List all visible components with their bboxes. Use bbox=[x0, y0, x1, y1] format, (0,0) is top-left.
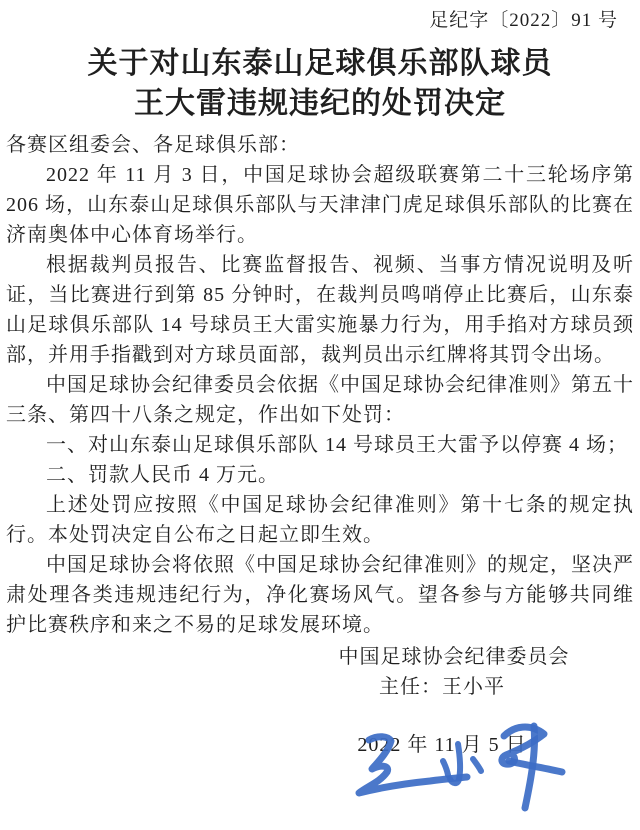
paragraph-closing-statement: 中国足球协会将依照《中国足球协会纪律准则》的规定，坚决严肃处理各类违规违纪行为，净化赛场风气。望各参与方能够共同维护比赛秩序和来之不易的足球发展环境。 bbox=[6, 554, 634, 636]
paragraph-execution-clause: 上述处罚应按照《中国足球协会纪律准则》第十七条的规定执行。本处罚决定自公布之日起立即生效。 bbox=[6, 494, 634, 546]
signature-date: 2022 年 11 月 5 日 bbox=[357, 734, 527, 756]
signature-block bbox=[252, 642, 632, 760]
doc-title-line-2: 王大雷违规违纪的处罚决定 bbox=[134, 87, 506, 120]
doc-number: 足纪字〔2022〕91 号 bbox=[429, 10, 618, 31]
doc-title bbox=[0, 44, 640, 124]
paragraph-penalty-item-2: 二、罚款人民币 4 万元。 bbox=[46, 464, 279, 486]
signature-stroke-xiao-left-dot bbox=[443, 761, 448, 775]
signature-organization: 中国足球协会纪律委员会 bbox=[338, 646, 570, 668]
signature-stroke-ping-horizontal bbox=[509, 761, 562, 772]
signature-stroke-xiao-right-dot bbox=[473, 759, 481, 771]
paragraph-match-info: 2022 年 11 月 3 日，中国足球协会超级联赛第二十三轮场序第 206 场，山东泰山足球俱乐部队与天津津门虎足球俱乐部队的比赛在济南奥体中心体育场举行。 bbox=[6, 164, 634, 246]
signer-title-name: 主任：王小平 bbox=[379, 676, 505, 698]
doc-title-line-1: 关于对山东泰山足球俱乐部队球员 bbox=[87, 47, 553, 80]
paragraph-penalty-item-1: 一、对山东泰山足球俱乐部队 14 号球员王大雷予以停赛 4 场； bbox=[46, 434, 628, 456]
salutation-line: 各赛区组委会、各足球俱乐部： bbox=[6, 134, 300, 156]
paragraph-ruling-basis: 中国足球协会纪律委员会依据《中国足球协会纪律准则》第五十三条、第四十八条之规定，作出如下处罚： bbox=[6, 374, 634, 426]
paragraph-incident-description: 根据裁判员报告、比赛监督报告、视频、当事方情况说明及听证，当比赛进行到第 85 分钟时，在裁判员鸣哨停止比赛后，山东泰山足球俱乐部队 14 号球员王大雷实施暴力行为，用手掐对方球员颈部，并用手指戳到对方球员面部，裁判员出示红牌将其罚令出场。 bbox=[6, 254, 634, 366]
